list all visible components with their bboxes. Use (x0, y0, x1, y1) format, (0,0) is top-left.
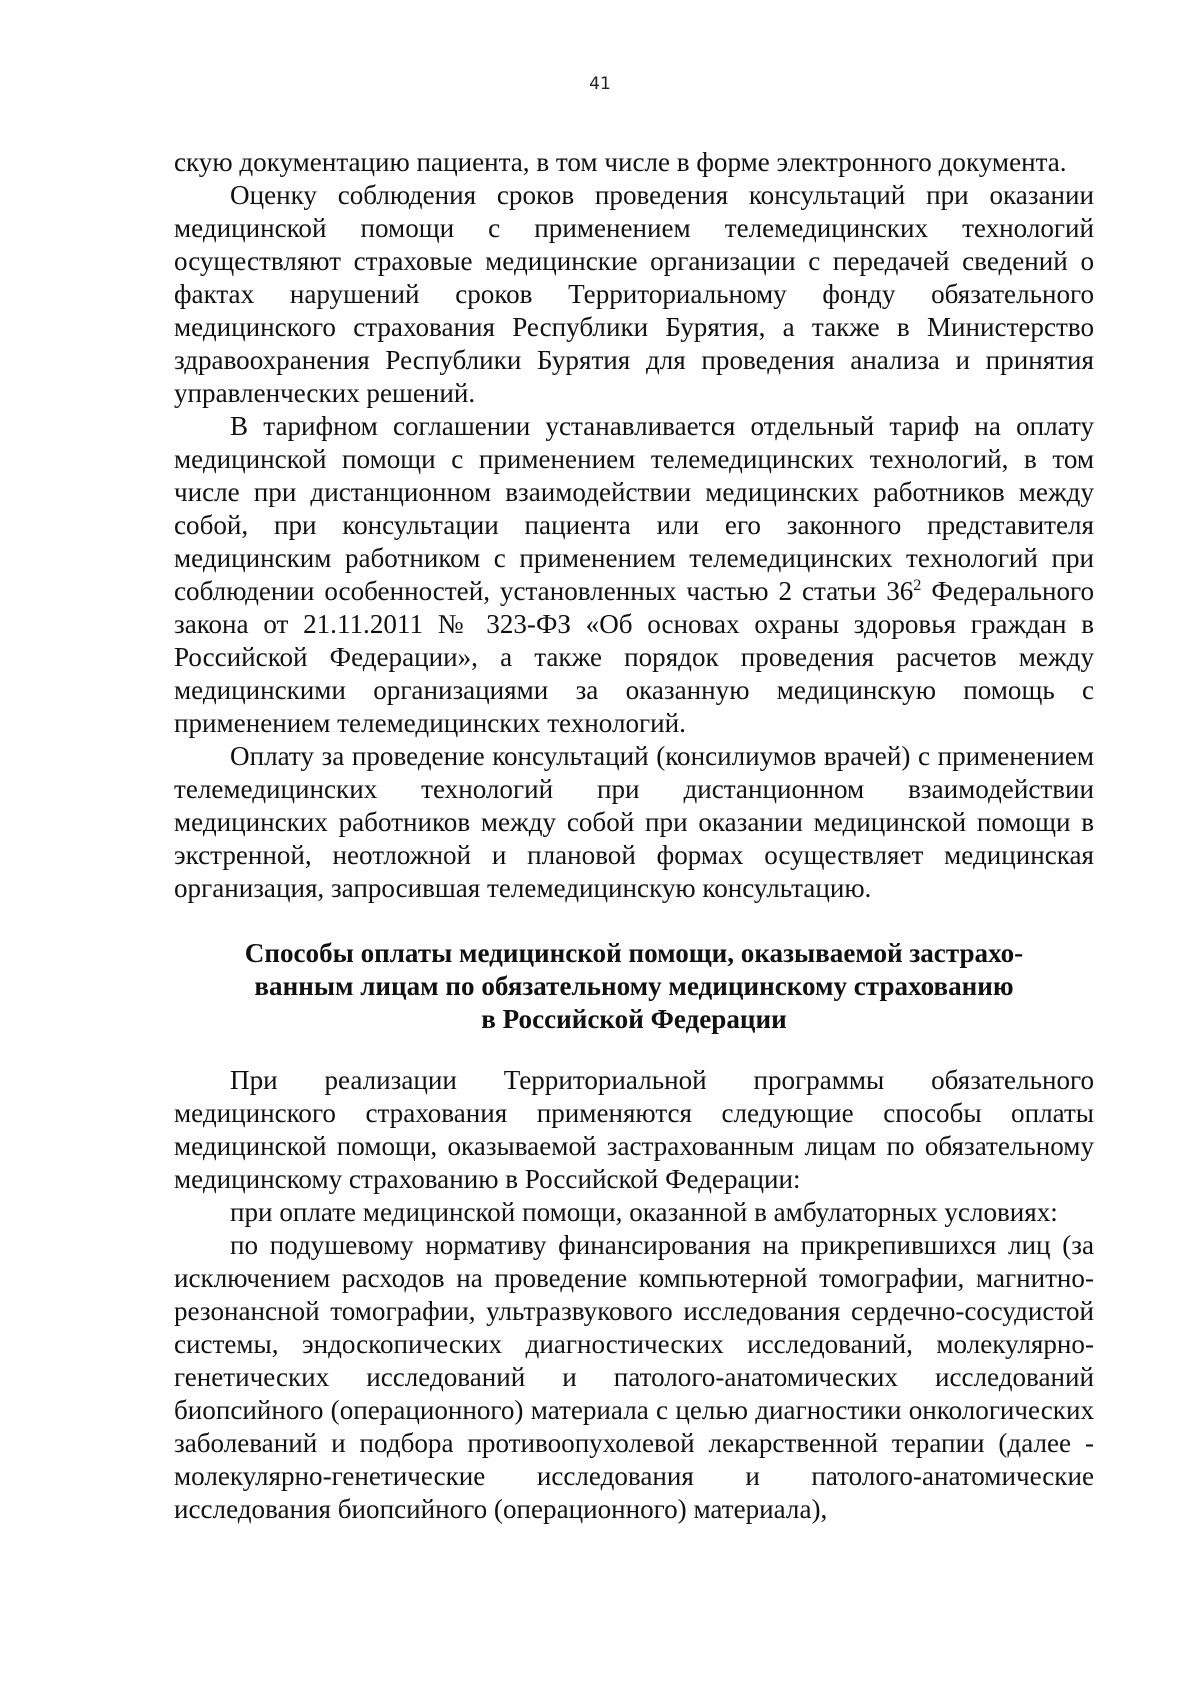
paragraph-tariff (174, 410, 1094, 740)
paragraph-per-capita: по подушевому нормативу финансирования на прикрепившихся лиц (за исключением расходов на проведение компьютерной томографии, магнитно-резонансной томографии, ультразвукового исследования сердечно-сосудистой системы, эндоскопических диагностических исследований, молекулярно-генетических исследований и патолого-анатомических исследований биопсийного (операционного) материала с целью диагностики онкологических заболеваний и подбора противоопухолевой лекарственной терапии (далее - молекулярно-генетические исследования и патолого-анатомические исследования биопсийного (операционного) материала), (174, 1230, 1094, 1524)
paragraph-payment-methods: При реализации Территориальной программы обязательного медицинского страхования применяются следующие способы оплаты медицинской помощи, оказываемой застрахованным лицам по обязательному медицинскому страхованию в Российской Федерации: (174, 1065, 1094, 1194)
paragraph-consultation-terms: Оценку соблюдения сроков проведения консультаций при оказании медицинской помощи с применением телемедицинских технологий осуществляют страховые медицинские организации с передачей сведений о фактах нарушений сроков Территориальному фонду обязательного медицинского страхования Республики Бурятия, а также в Министерство здравоохранения Республики Бурятия для проведения анализа и принятия управленческих решений. (174, 180, 1094, 408)
section-heading-line-3: в Российской Федерации (481, 1004, 787, 1034)
page-number: 41 (589, 74, 611, 94)
tariff-text-after: Федерального закона от 21.11.2011 № 323-ФЗ «Об основах охраны здоровья граждан в Российской Федерации», а также порядок проведения расчетов между медицинскими организациями за оказанную медицинскую помощь с применением телемедицинских технологий. (174, 576, 1094, 738)
tariff-text-before: В тарифном соглашении устанавливается отдельный тариф на оплату медицинской помощи с применением телемедицинских технологий, в том числе при дистанционном взаимодействии медицинских работников между собой, при консультации пациента или его законного представителя медицинским работником с применением телемедицинских технологий при соблюдении особенностей, установленных частью 2 статьи 36 (174, 411, 1094, 606)
section-heading-line-1: Способы оплаты медицинской помощи, оказываемой застрахо- (244, 938, 1024, 968)
paragraph-consultation-payment: Оплату за проведение консультаций (консилиумов врачей) с применением телемедицинских технологий при дистанционном взаимодействии медицинских работников между собой при оказании медицинской помощи в экстренной, неотложной и плановой формах осуществляет медицинская организация, запросившая телемедицинскую консультацию. (174, 741, 1094, 903)
paragraph-ambulatory: при оплате медицинской помощи, оказанной в амбулаторных условиях: (230, 1197, 1058, 1227)
paragraph-continuation: скую документацию пациента, в том числе в форме электронного документа. (174, 147, 1067, 177)
section-heading-line-2: ванным лицам по обязательному медицинскому страхованию (254, 971, 1014, 1001)
article-superscript: 2 (913, 575, 922, 594)
section-heading (174, 937, 1094, 1036)
document-body (174, 146, 1094, 1526)
